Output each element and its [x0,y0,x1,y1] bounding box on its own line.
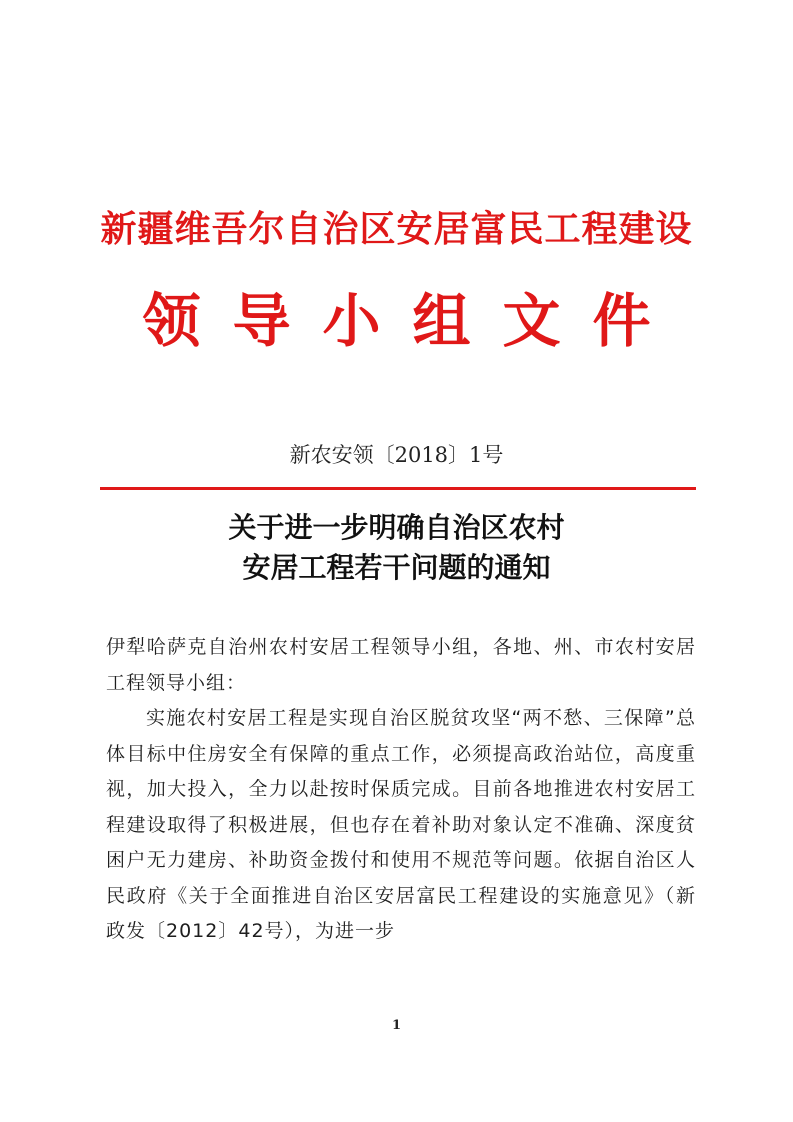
body-paragraph-1: 实施农村安居工程是实现自治区脱贫攻坚“两不愁、三保障”总体目标中住房安全有保障的重点工作，必须提高政治站位，高度重视，加大投入，全力以赴按时保质完成。目前各地推进农村安居工程建设取得了积极进展，但也存在着补助对象认定不准确、深度贫困户无力建房、补助资金拨付和使用不规范等问题。依据自治区人民政府《关于全面推进自治区安居富民工程建设的实施意见》（新政发〔2012〕42号），为进一步 [106,707,696,942]
red-divider-line [100,487,696,490]
issuing-organization: 新疆维吾尔自治区安居富民工程建设 [100,208,693,250]
document-number: 新农安领〔2018〕1号 [289,443,504,467]
page-number: 1 [391,1018,402,1033]
title-line-2: 安居工程若干问题的通知 [242,551,551,584]
document-type-heading: 领导小组文件 [142,287,683,355]
document-body [106,630,696,950]
document-title [0,508,793,588]
recipients-paragraph: 伊犁哈萨克自治州农村安居工程领导小组，各地、州、市农村安居工程领导小组： [106,636,696,694]
title-line-1: 关于进一步明确自治区农村 [228,511,565,544]
